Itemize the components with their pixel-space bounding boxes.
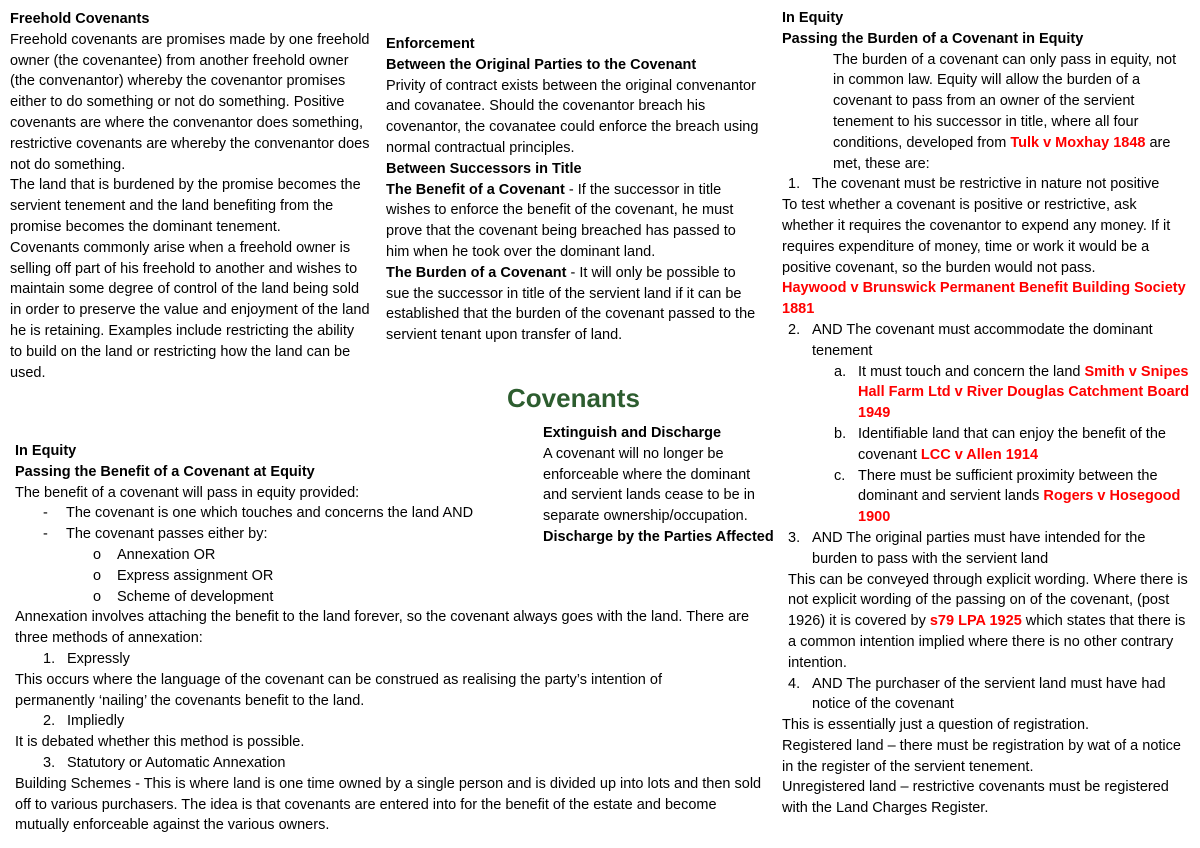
condition-4-para-2: Registered land – there must be registration by wat of a notice in the register of the servient tenement. (782, 737, 1181, 775)
burden-of-covenant-para (386, 263, 762, 346)
page-title: Covenants (507, 383, 640, 413)
annexation-method-1-text: This occurs where the language of the covenant can be construed as realising the party’s intention of permanently ‘nailing’ the covenants benefit to the land. (15, 671, 662, 709)
annexation-method-2-text: It is debated whether this method is possible. (15, 734, 305, 751)
condition-1: 1. The covenant must be restrictive in nature not positive (788, 176, 1160, 193)
condition-2: 2. AND The covenant must accommodate the dominant tenement (788, 321, 1153, 359)
extinguish-heading: Extinguish and Discharge (543, 425, 722, 441)
condition-3: 3. AND The original parties must have intended for the burden to pass with the servient land (788, 529, 1146, 567)
circle-bullet-icon: o (93, 567, 102, 584)
extinguish-para: A covenant will no longer be enforceable where the dominant and servient lands cease to be in separate ownership/occupation. (543, 445, 755, 525)
case-rogers-v-hosegood: Rogers v Hosegood 1900 (858, 488, 1181, 526)
case-tulk-v-moxhay: Tulk v Moxhay 1848 (1010, 134, 1146, 151)
condition-2-c: c. There must be sufficient proximity between the dominant and servient lands Rogers v Hosegood 1900 (834, 467, 1181, 526)
list-item-text: The covenant is one which touches and concerns the land AND (66, 505, 474, 522)
list-item-text: Scheme of development (117, 588, 274, 605)
case-smith: Smith v Snipes Hall Farm Ltd v River Douglas Catchment Board 1949 (858, 363, 1190, 422)
discharge-subheading: Discharge by the Parties Affected (543, 528, 774, 545)
list-item (15, 545, 765, 566)
freehold-heading: Freehold Covenants (10, 11, 150, 27)
condition-2-a: a. It must touch and concern the land Smith v Snipes Hall Farm Ltd v River Douglas Catchment Board 1949 (834, 363, 1190, 422)
freehold-section (10, 9, 370, 383)
condition-4: 4. AND The purchaser of the servient land must have had notice of the covenant (788, 675, 1166, 713)
list-item-text: Annexation OR (117, 546, 216, 563)
case-s79-lpa: s79 LPA 1925 (929, 613, 1022, 630)
enforcement-heading: Enforcement (386, 36, 475, 52)
enforcement-section (386, 34, 762, 346)
circle-bullet-icon: o (93, 588, 102, 605)
condition-4-para-3: Unregistered land – restrictive covenants must be registered with the Land Charges Register. (782, 779, 1169, 817)
condition-3-text: This can be conveyed through explicit wording. Where there is not explicit wording of the passing on of the covenant, (post 1926) it is covered by s79 LPA 1925 which states that there is a common intention implied where there is no other contrary intention. (788, 571, 1188, 671)
dash-bullet: - (43, 526, 48, 543)
condition-1-text: To test whether a covenant is positive or restrictive, ask whether it requires the covenantor to expend any money. If it requires expenditure of money, time or work it would be a positive covenant, so the burden would not pass. (782, 197, 1171, 276)
benefit-equity-heading: In Equity (15, 443, 77, 459)
benefit-label: The Benefit of a Covenant (386, 181, 565, 198)
circle-bullet-icon: o (93, 546, 102, 563)
enforcement-para-privity: Privity of contract exists between the original convenantor and covanatee. Should the covenantor breach his covenantor, the covanatee could enforce the breach using normal contractual principles. (386, 77, 759, 156)
list-item-text: The covenant passes either by: (66, 526, 268, 543)
benefit-equity-intro: The benefit of a covenant will pass in equity provided: (15, 484, 360, 501)
list-item (15, 524, 765, 545)
building-schemes-para: Building Schemes - This is where land is one time owned by a single person and is divided up into lots and then sold off to various purchasers. The idea is that covenants are entered into for the benefit of the estate and become mutually enforceable against the various owners. (15, 775, 762, 834)
burden-equity-heading: In Equity (782, 10, 844, 26)
freehold-para-2: The land that is burdened by the promise becomes the servient tenement and the land benefiting from the promise becomes the dominant tenement. (10, 177, 361, 235)
benefit-text: - If the successor in title wishes to enforce the benefit of the covenant, he must prove that the covenant being breached has passed to him when he took over the dominant land. (386, 181, 736, 260)
annexation-method-1: 1. Expressly (43, 650, 130, 667)
case-haywood: Haywood v Brunswick Permanent Benefit Building Society 1881 (782, 280, 1186, 318)
benefit-equity-section (15, 441, 765, 836)
enforcement-subheading-successors: Between Successors in Title (386, 160, 582, 177)
benefit-of-covenant-para (386, 180, 762, 263)
annexation-method-2: 2. Impliedly (43, 713, 125, 730)
annexation-method-3: 3. Statutory or Automatic Annexation (43, 754, 286, 771)
burden-equity-subheading: Passing the Burden of a Covenant in Equity (782, 30, 1084, 47)
burden-equity-section (782, 8, 1190, 819)
case-lcc-v-allen: LCC v Allen 1914 (920, 446, 1039, 463)
freehold-para-3: Covenants commonly arise when a freehold owner is selling off part of his freehold to another and wishes to maintain some degree of control of the land being sold in order to preserve the value and enjoyment of the land he is retaining. Examples include restricting the ability to build on the land or restricting how the land can be used. (10, 239, 370, 381)
condition-4-para-1: This is essentially just a question of registration. (782, 717, 1090, 734)
freehold-para-1: Freehold covenants are promises made by one freehold owner (the covenantee) from another freehold owner (the convenantor) whereby the covenantor promises either to do something or not do something. Positive covenants are where the convenantor does something, restrictive covenants are whereby the convenantor does not do something. (10, 31, 370, 173)
list-item (15, 503, 765, 524)
condition-2-b: b. Identifiable land that can enjoy the benefit of the covenant LCC v Allen 1914 (834, 425, 1166, 463)
enforcement-subheading-original: Between the Original Parties to the Covenant (386, 56, 697, 73)
burden-equity-intro: The burden of a covenant can only pass in equity, not in common law. Equity will allow the burden of a covenant to pass from an owner of the servient tenement to his successor in title, where all four conditions, developed from Tulk v Moxhay 1848 are met, these are: (833, 51, 1177, 172)
list-item (15, 587, 765, 608)
list-item (15, 566, 765, 587)
burden-label: The Burden of a Covenant (386, 264, 567, 281)
list-item-text: Express assignment OR (117, 567, 274, 584)
dash-bullet: - (43, 505, 48, 522)
benefit-equity-subheading: Passing the Benefit of a Covenant at Equity (15, 463, 315, 480)
burden-text: - It will only be possible to sue the successor in title of the servient land if it can be established that the burden of the covenant passed to the servient tenant upon transfer of land. (386, 264, 756, 344)
annexation-para: Annexation involves attaching the benefit to the land forever, so the covenant always goes with the land. There are three methods of annexation: (15, 609, 750, 647)
